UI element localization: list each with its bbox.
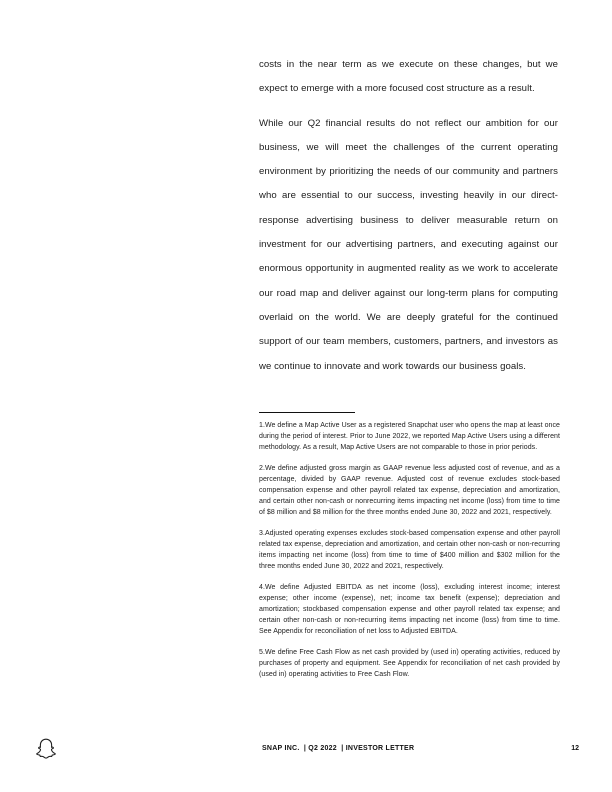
body-paragraph-1: costs in the near term as we execute on these changes, but we expect to emerge with a more focused cost structure as a result.	[259, 59, 558, 95]
body-paragraph-2: While our Q2 financial results do not reflect our ambition for our business, we will meet the challenges of the current operating environment by prioritizing the needs of our community and partners who are essential to our success, investing heavily in our direct-response advertising business to deliver measurable return on investment for our advertising partners, and executing against our enormous opportunity in augmented reality as we work to accelerate our road map and deliver against our long-term plans for computing overlaid on the world. We are deeply grateful for the continued support of our team members, customers, partners, and investors as we continue to innovate and work towards our business goals.	[259, 117, 558, 372]
footnote-3: 3.Adjusted operating expenses excludes stock-based compensation expense and other payroll related tax expense, depreciation and amortization, and certain other non-cash or non-recurring items impacting net income (loss) from time to time of $400 million and $302 million for the three months ended June 30, 2022 and 2021, respectively.	[259, 530, 560, 570]
footnotes-block	[259, 420, 560, 690]
footnote-5: 5.We define Free Cash Flow as net cash provided by (used in) operating activities, reduced by purchases of property and equipment. See Appendix for reconciliation of net cash provided by (used in) operating activities to Free Cash Flow.	[259, 649, 560, 678]
footnote-2: 2.We define adjusted gross margin as GAAP revenue less adjusted cost of revenue, and as a percentage, divided by GAAP revenue. Adjusted cost of revenue excludes stock-based compensation expense and other payroll related tax expense, depreciation and amortization, and certain other non-cash or nonrecurring items impacting net income (loss) from time to time of $8 million and $8 million for the three months ended June 30, 2022 and 2021, respectively.	[259, 465, 560, 516]
footnote-1: 1.We define a Map Active User as a registered Snapchat user who opens the map at least once during the period of interest. Prior to June 2022, we reported Map Active Users using a different methodology. As a result, Map Active Users are not comparable to those in prior periods.	[259, 422, 560, 451]
footer-page-number: 12	[571, 745, 579, 752]
body-text-column	[259, 53, 558, 389]
footnote-separator	[259, 412, 355, 413]
footer-brand-line: SNAP INC. | Q2 2022 | INVESTOR LETTER	[262, 745, 415, 752]
footnote-4: 4.We define Adjusted EBITDA as net income (loss), excluding interest income; interest expense; other income (expense), net; income tax benefit (expense); depreciation and amortization; stockbased compensation expense and other payroll related tax expense; and certain other non-cash or non-recurring items impacting net income (loss) from time to time. See Appendix for reconciliation of net loss to Adjusted EBITDA.	[259, 584, 560, 635]
snapchat-ghost-icon	[34, 737, 58, 763]
